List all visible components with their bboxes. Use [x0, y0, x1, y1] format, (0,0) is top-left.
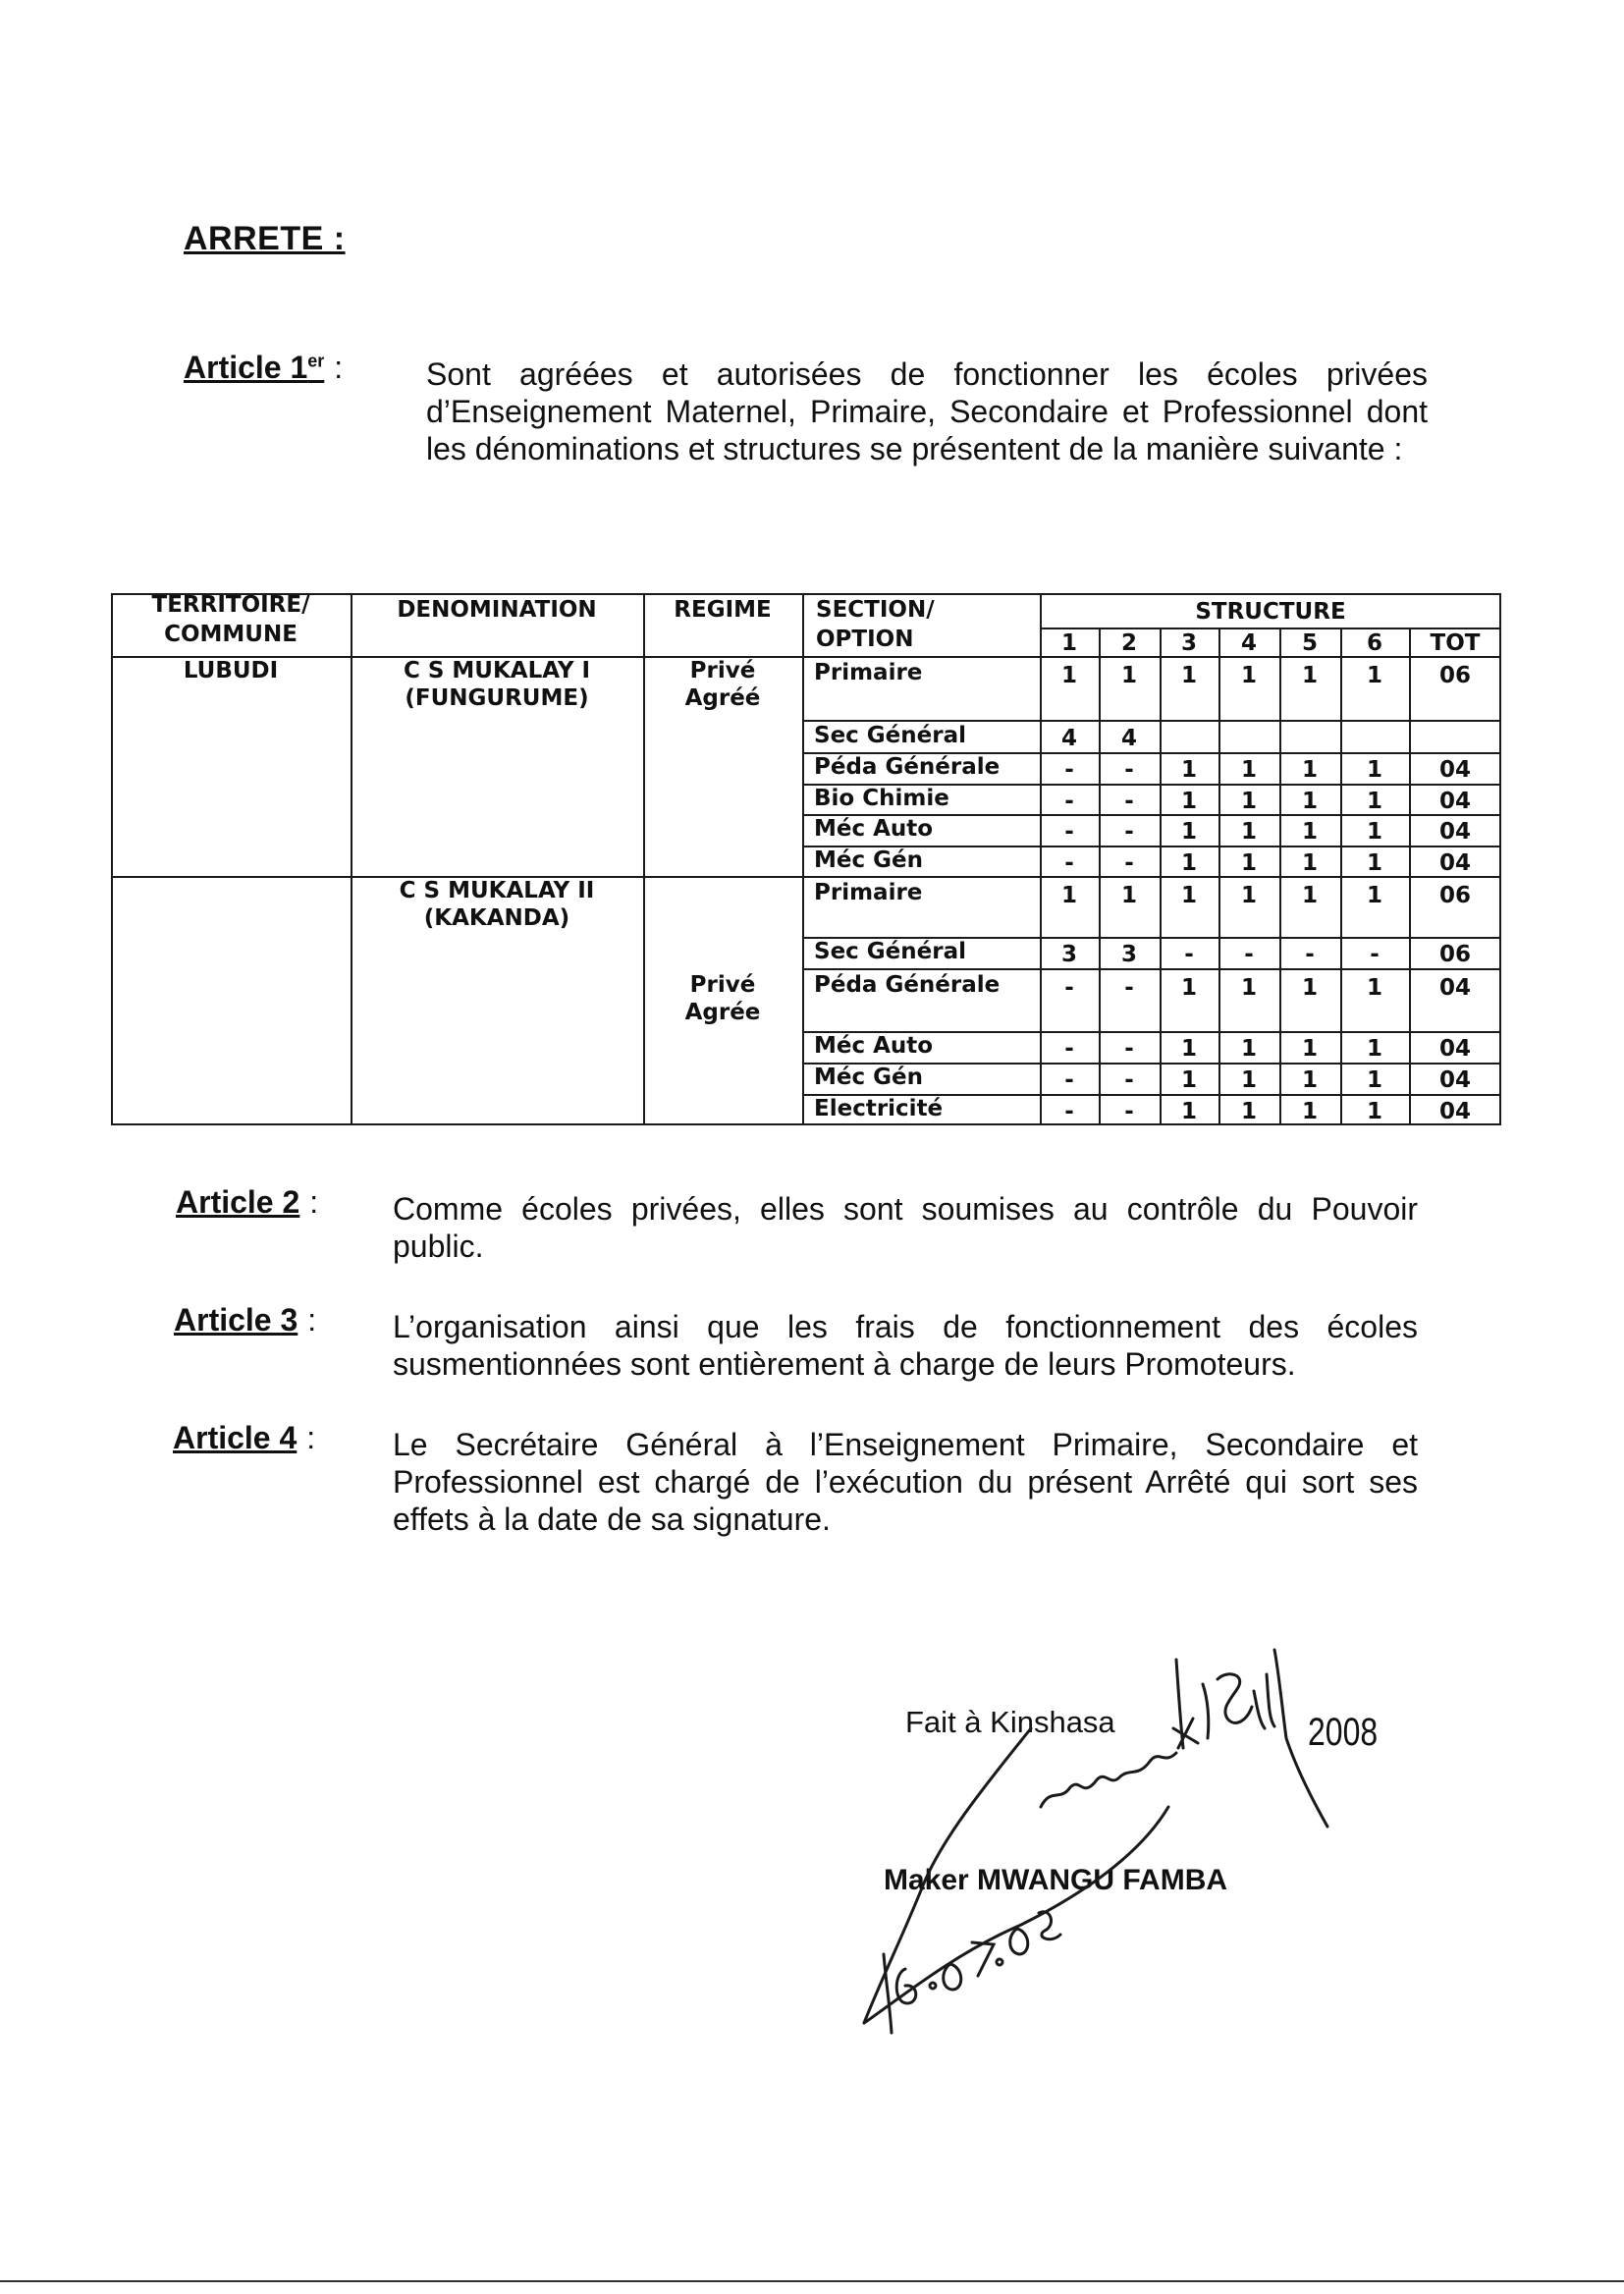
- total-cell: 04: [1438, 757, 1471, 783]
- signature-year: 2008: [1308, 1711, 1379, 1754]
- article-3-text: L’organisation ainsi que les frais de fonctionnement des écoles susmentionnées sont entièrement à charge de leurs Promoteurs.: [393, 1309, 1418, 1382]
- total-cell: 04: [1438, 1067, 1471, 1093]
- section-option-cell: Méc Auto: [814, 1033, 934, 1059]
- article-1-text: Sont agréées et autorisées de fonctionner les écoles privées d’Enseignement Maternel, Primaire, Secondaire et Professionnel dont les dénominations et structures se présentent de la manière suivante :: [426, 356, 1428, 466]
- structure-cell: 1: [1180, 850, 1197, 876]
- header-col-4: 4: [1240, 630, 1257, 656]
- total-cell: 06: [1438, 883, 1471, 908]
- structure-cell: -: [1064, 757, 1074, 783]
- article-1-colon: :: [334, 350, 344, 385]
- structure-cell: 1: [1180, 789, 1197, 814]
- structure-cell: -: [1064, 850, 1074, 876]
- total-cell: 04: [1438, 850, 1471, 876]
- header-col-6: 6: [1366, 630, 1382, 656]
- article-2-colon: :: [309, 1184, 319, 1220]
- structure-cell: 1: [1240, 1036, 1257, 1062]
- structure-cell: 1: [1180, 1036, 1197, 1062]
- structure-cell: 1: [1180, 975, 1197, 1001]
- section-option-cell: Méc Gén: [814, 847, 923, 873]
- section-option-cell: Bio Chimie: [814, 786, 949, 811]
- school-1-name-line1: C S MUKALAY I: [403, 658, 591, 683]
- school-2-regime-line2: Agrée: [684, 1000, 761, 1025]
- structure-cell: 1: [1180, 1067, 1197, 1093]
- structure-cell: 1: [1301, 789, 1318, 814]
- structure-cell: 4: [1060, 726, 1077, 751]
- structure-cell: -: [1370, 942, 1380, 967]
- structure-cell: -: [1124, 1099, 1134, 1124]
- structure-cell: 1: [1366, 850, 1382, 876]
- header-commune: COMMUNE: [164, 622, 298, 647]
- structure-cell: 1: [1060, 883, 1077, 908]
- structure-cell: 1: [1180, 883, 1197, 908]
- section-option-cell: Méc Gén: [814, 1065, 923, 1090]
- structure-cell: -: [1124, 1036, 1134, 1062]
- header-col-3: 3: [1180, 630, 1197, 656]
- territory-cell: LUBUDI: [183, 658, 279, 683]
- signature-place: Fait à Kinshasa: [905, 1705, 1115, 1739]
- structure-cell: 1: [1301, 819, 1318, 845]
- total-cell: 04: [1438, 975, 1471, 1001]
- structure-cell: 1: [1120, 663, 1137, 688]
- header-col-5: 5: [1301, 630, 1318, 656]
- structure-cell: -: [1124, 975, 1134, 1001]
- header-col-tot: TOT: [1430, 630, 1481, 656]
- structure-cell: -: [1064, 1099, 1074, 1124]
- structure-cell: 1: [1366, 1036, 1382, 1062]
- structure-cell: -: [1064, 975, 1074, 1001]
- structure-cell: 1: [1366, 883, 1382, 908]
- structure-cell: 1: [1180, 663, 1197, 688]
- structure-cell: -: [1064, 819, 1074, 845]
- handwritten-signature: [825, 1630, 1375, 2072]
- article-4-label-text: Article 4: [173, 1420, 298, 1455]
- structure-cell: 3: [1060, 942, 1077, 967]
- structure-cell: 3: [1120, 942, 1137, 967]
- structure-cell: -: [1184, 942, 1194, 967]
- structure-cell: -: [1064, 1067, 1074, 1093]
- article-4-colon: :: [306, 1420, 316, 1455]
- structure-cell: -: [1124, 850, 1134, 876]
- structure-cell: 1: [1301, 883, 1318, 908]
- structure-cell: 1: [1240, 975, 1257, 1001]
- structure-cell: 1: [1240, 883, 1257, 908]
- section-option-cell: Péda Générale: [814, 754, 1001, 780]
- header-option: OPTION: [816, 627, 914, 652]
- structure-cell: 1: [1301, 1067, 1318, 1093]
- article-2-label: [176, 1184, 318, 1221]
- structure-cell: 1: [1366, 663, 1382, 688]
- structure-cell: 1: [1120, 883, 1137, 908]
- structure-cell: 1: [1301, 1036, 1318, 1062]
- structure-cell: 1: [1240, 819, 1257, 845]
- structure-cell: 1: [1301, 757, 1318, 783]
- article-4-text: Le Secrétaire Général à l’Enseignement Primaire, Secondaire et Professionnel est chargé de l’exécution du présent Arrêté qui sort ses effets à la date de sa signature.: [393, 1427, 1418, 1537]
- structure-cell: 1: [1301, 850, 1318, 876]
- school-1-name-line2: (FUNGURUME): [405, 685, 589, 711]
- structure-cell: 1: [1366, 1099, 1382, 1124]
- header-col-1: 1: [1060, 630, 1077, 656]
- structure-cell: 1: [1240, 850, 1257, 876]
- structure-cell: 1: [1240, 1099, 1257, 1124]
- structure-cell: -: [1305, 942, 1315, 967]
- section-option-cell: Sec Général: [814, 939, 967, 964]
- total-cell: 06: [1438, 942, 1471, 967]
- structure-cell: 1: [1240, 1067, 1257, 1093]
- structure-cell: 1: [1301, 975, 1318, 1001]
- article-3-label: [174, 1302, 316, 1338]
- page-title: ARRETE :: [184, 220, 346, 257]
- school-1-regime-line2: Agréé: [684, 685, 761, 711]
- signer-name: Maker MWANGU FAMBA: [884, 1864, 1228, 1896]
- school-2-name-line1: C S MUKALAY II: [399, 878, 595, 903]
- structure-cell: -: [1124, 789, 1134, 814]
- structure-cell: 1: [1366, 819, 1382, 845]
- structure-cell: 1: [1366, 757, 1382, 783]
- schools-table: [111, 593, 1501, 1123]
- header-col-2: 2: [1120, 630, 1137, 656]
- total-cell: 06: [1438, 663, 1471, 688]
- header-section: SECTION/: [816, 597, 935, 623]
- structure-cell: 1: [1060, 663, 1077, 688]
- structure-cell: -: [1124, 819, 1134, 845]
- structure-cell: 1: [1240, 757, 1257, 783]
- header-territoire: TERRITOIRE/: [151, 592, 310, 618]
- structure-cell: -: [1064, 789, 1074, 814]
- header-regime: REGIME: [674, 597, 772, 623]
- school-2-name-line2: (KAKANDA): [423, 905, 570, 931]
- structure-cell: 1: [1366, 975, 1382, 1001]
- article-2-text: Comme écoles privées, elles sont soumises au contrôle du Pouvoir public.: [393, 1191, 1418, 1264]
- structure-cell: 1: [1180, 757, 1197, 783]
- structure-cell: 1: [1240, 663, 1257, 688]
- section-option-cell: Méc Auto: [814, 816, 934, 842]
- section-option-cell: Primaire: [814, 880, 923, 905]
- section-option-cell: Sec Général: [814, 723, 967, 748]
- structure-cell: -: [1064, 1036, 1074, 1062]
- total-cell: 04: [1438, 1036, 1471, 1062]
- header-denomination: DENOMINATION: [397, 597, 597, 623]
- section-option-cell: Primaire: [814, 660, 923, 685]
- structure-cell: 1: [1180, 1099, 1197, 1124]
- school-1-regime-line1: Privé: [689, 658, 756, 683]
- structure-cell: 1: [1180, 819, 1197, 845]
- structure-cell: 4: [1120, 726, 1137, 751]
- structure-cell: 1: [1366, 789, 1382, 814]
- school-2-regime-line1: Privé: [689, 972, 756, 998]
- structure-cell: -: [1124, 757, 1134, 783]
- total-cell: 04: [1438, 789, 1471, 814]
- section-option-cell: Péda Générale: [814, 972, 1001, 998]
- bottom-rule: [0, 2280, 1624, 2282]
- total-cell: 04: [1438, 819, 1471, 845]
- article-1-label-text: Article 1: [184, 350, 308, 385]
- structure-cell: -: [1244, 942, 1254, 967]
- article-3-label-text: Article 3: [174, 1302, 298, 1338]
- structure-cell: 1: [1301, 663, 1318, 688]
- article-3-colon: :: [307, 1302, 317, 1338]
- article-2-label-text: Article 2: [176, 1184, 300, 1220]
- article-1-superscript: er: [307, 351, 325, 371]
- section-option-cell: Electricité: [814, 1096, 944, 1121]
- structure-cell: 1: [1240, 789, 1257, 814]
- structure-cell: 1: [1301, 1099, 1318, 1124]
- article-4-label: [173, 1420, 315, 1456]
- structure-cell: 1: [1366, 1067, 1382, 1093]
- structure-cell: -: [1124, 1067, 1134, 1093]
- article-1-label: [184, 350, 343, 386]
- header-structure: STRUCTURE: [1195, 599, 1346, 625]
- total-cell: 04: [1438, 1099, 1471, 1124]
